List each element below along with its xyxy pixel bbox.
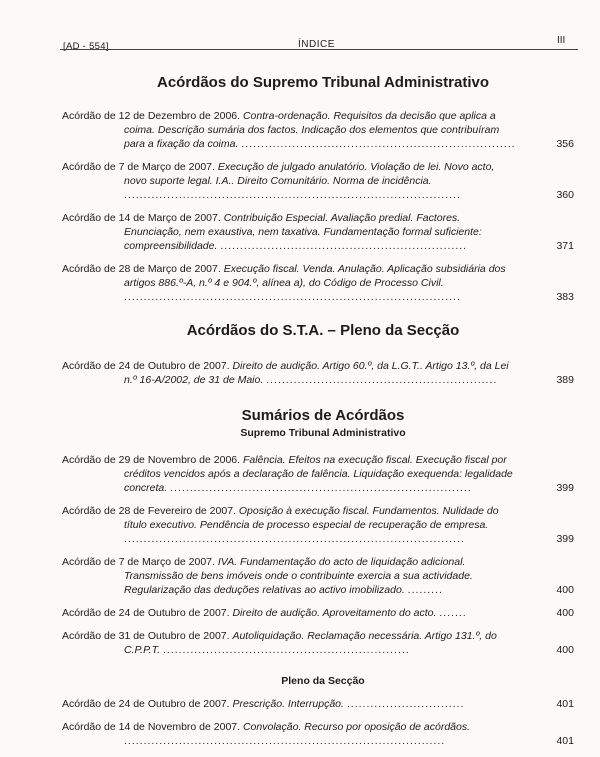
entry-subject: Execução fiscal. Venda. Anulação. Aplicação subsidiária dos artigos 886.º-A, n.º 4 e 904.º, alínea a), do Código de Processo Civil. [124,263,506,289]
entry-text [62,109,517,151]
entry-text [62,359,517,387]
leader-dots: ...................................................................................... [124,189,461,201]
subsection-title: Pleno da Secção [281,675,365,687]
leader-dots: ......... [407,584,443,596]
leader-dots: .................................................................................. [124,735,446,747]
entry-text [62,629,517,657]
index-entry [62,211,574,253]
entry-subject: Convolação. Recurso por oposição de acórdãos. [242,721,471,733]
entry-page: 400 [556,584,574,596]
entry-subject: Direito de audição. Artigo 60.º, da L.G.T.. Artigo 13.º, da Lei n.º 16-A/2002, de 31 de Maio. [124,360,509,386]
entry-subject: Prescrição. Interrupção. [232,698,344,710]
entry-date: Acórdão de 7 de Março de 2007. [62,161,215,173]
section-title: Acórdãos do S.T.A. – Pleno da Secção [186,322,460,339]
index-entry [62,697,574,711]
leader-dots: ............................................................... [162,644,410,656]
index-entry [62,606,574,620]
entry-subject: Contribuição Especial. Avaliação predial. Factores. Enunciação, nem exaustiva, nem taxativa. Fundamentação formal suficiente: compreensibilidade. [124,212,482,252]
entry-page: 399 [556,533,574,545]
index-entry [62,359,574,387]
entry-page: 400 [556,644,574,656]
entry-subject: Contra-ordenação. Requisitos da decisão que aplica a coima. Descrição sumária dos factos. Indicação dos elementos que contribuíram para a fixação da coima. [124,110,500,150]
index-entry [62,453,574,495]
leader-dots: ............................................................................. [170,482,472,494]
page-title: ÍNDICE [298,39,335,50]
entry-page: 401 [556,698,574,710]
entry-page: 400 [556,607,574,619]
section-subtitle: Supremo Tribunal Administrativo [240,427,406,439]
header-rule [60,49,578,50]
entry-page: 383 [556,291,574,303]
entry-text [62,720,517,748]
entry-text [62,504,517,546]
entry-text [62,262,517,304]
index-content [62,62,574,757]
entry-date: Acórdão de 14 de Novembro de 2007. [62,721,241,733]
entry-date: Acórdão de 28 de Fevereiro de 2007. [62,505,236,517]
entry-date: Acórdão de 29 de Novembro de 2006. [62,454,241,466]
leader-dots: ....................................................................................... [124,533,465,545]
entry-subject: Autoliquidação. Reclamação necessária. Artigo 131.º, do C.P.P.T. [124,630,497,656]
index-entry [62,629,574,657]
entry-page: 356 [556,138,574,150]
entry-subject: Oposição à execução fiscal. Fundamentos. Nulidade do título executivo. Pendência de processo especial de recuperação de empresa. [124,505,499,531]
entry-date: Acórdão de 12 de Dezembro de 2006. [62,110,241,122]
index-entry [62,555,574,597]
entry-text [62,606,517,620]
leader-dots: ...................................................................... [241,138,516,150]
entry-page: 401 [556,735,574,747]
entry-date: Acórdão de 24 de Outubro de 2007. [62,607,230,619]
entry-text [62,555,517,597]
entry-subject: Direito de audição. Aproveitamento do acto. [232,607,437,619]
entry-date: Acórdão de 31 de Outubro de 2007. [62,630,230,642]
entry-text [62,697,517,711]
entry-page: 371 [556,240,574,252]
entry-subject: IVA. Fundamentação do acto de liquidação adicional. Transmissão de bens imóveis onde o contribuinte exercia a sua actividade. Regularização das deduções relativas ao activo imobilizado. [124,556,473,596]
entry-date: Acórdão de 24 de Outubro de 2007. [62,360,230,372]
entry-page: 399 [556,482,574,494]
entry-date: Acórdão de 24 de Outubro de 2007. [62,698,230,710]
leader-dots: ....... [439,607,467,619]
index-entry [62,262,574,304]
leader-dots: .............................. [346,698,465,710]
section-title: Acórdãos do Supremo Tribunal Administrativo [157,74,489,91]
entry-text [62,453,517,495]
entry-page: 389 [556,374,574,386]
entry-subject: Execução de julgado anulatório. Violação de lei. Novo acto, novo suporte legal. I.A.. Direito Comunitário. Norma de incidência. [124,161,495,187]
entry-date: Acórdão de 28 de Março de 2007. [62,263,221,275]
entry-page: 360 [556,189,574,201]
entry-text [62,211,517,253]
index-entry [62,720,574,748]
entry-date: Acórdão de 14 de Março de 2007. [62,212,221,224]
index-entry [62,109,574,151]
index-entry [62,160,574,202]
leader-dots: ........................................................... [266,374,498,386]
leader-dots: ...................................................................................... [124,291,461,303]
entry-date: Acórdão de 7 de Março de 2007. [62,556,215,568]
section-title: Sumários de Acórdãos [241,407,405,424]
leader-dots: ............................................................... [220,240,468,252]
entry-text [62,160,517,202]
page-number: III [557,35,566,46]
document-reference: [AD - 554] [63,41,109,52]
index-entry [62,504,574,546]
entry-subject: Falência. Efeitos na execução fiscal. Execução fiscal por créditos vencidos após a declaração de falência. Liquidação exequenda: legalidade concreta. [124,454,513,494]
